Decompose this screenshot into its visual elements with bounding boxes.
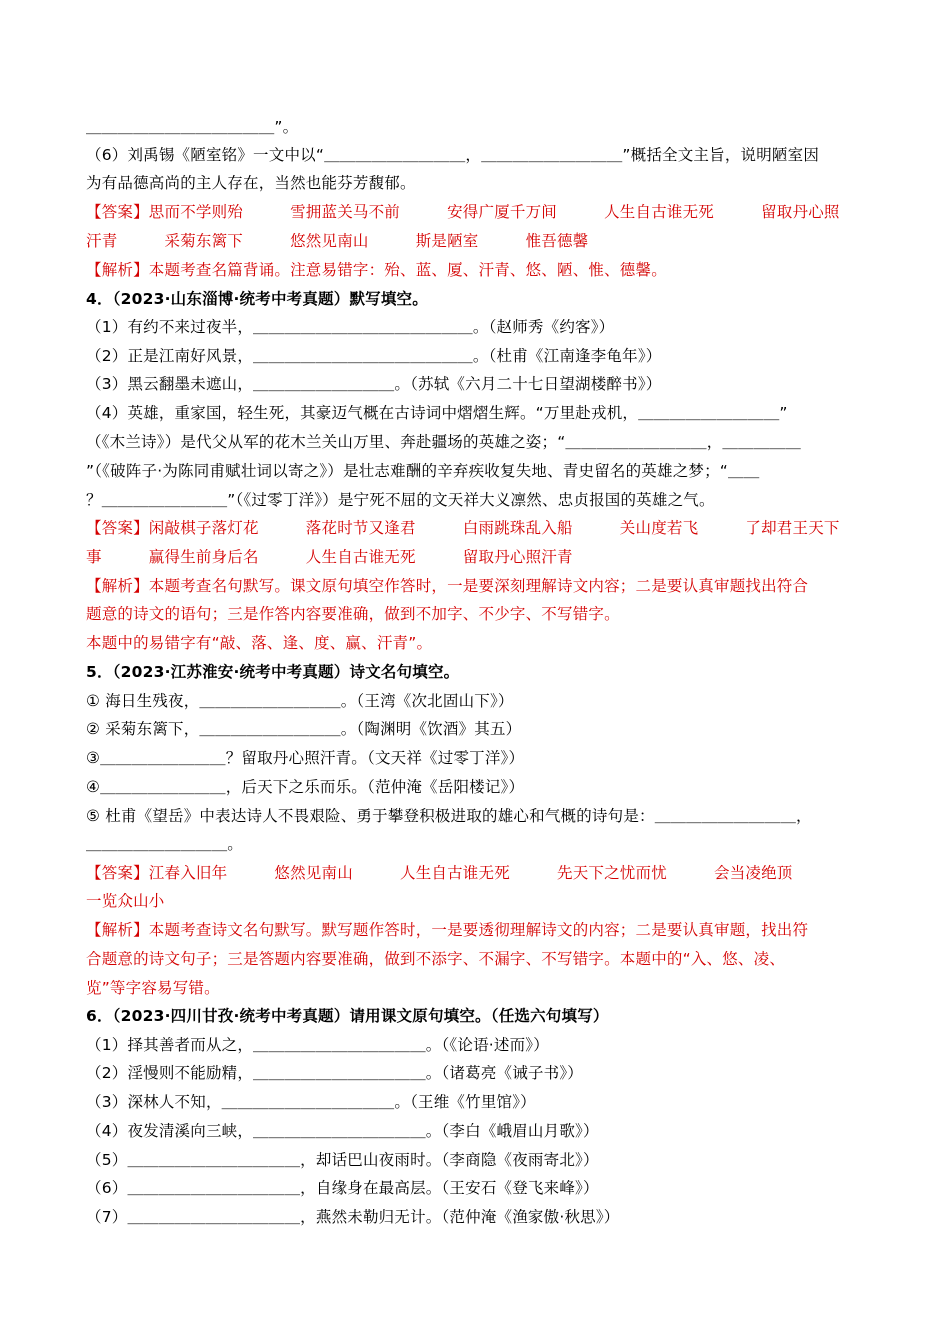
q6-line: （5）＿＿＿＿＿＿＿＿＿＿＿，却话巴山夜雨时。（李商隐《夜雨寄北》） [86, 1151, 599, 1169]
q3-line: ＿＿＿＿＿＿＿＿＿＿＿＿”。 [86, 118, 299, 136]
q5-analysis: 合题意的诗文句子；三是答题内容要准确，做到不添字、不漏字、不写错字。本题中的“入、悠、凌、 [86, 950, 786, 968]
q3-answer: 【答案】思而不学则殆 雪拥蓝关马不前 安得广厦千万间 人生自古谁无死 留取丹心照 [86, 203, 840, 221]
q5-line: ③＿＿＿＿＿＿＿＿？留取丹心照汗青。（文天祥《过零丁洋》） [86, 749, 525, 767]
q4-line: （2）正是江南好风景，＿＿＿＿＿＿＿＿＿＿＿＿＿＿。（杜甫《江南逢李龟年》） [86, 347, 662, 365]
q6-line: （2）淫慢则不能励精，＿＿＿＿＿＿＿＿＿＿＿。（诸葛亮《诫子书》） [86, 1064, 583, 1082]
q6-line: （4）夜发清溪向三峡，＿＿＿＿＿＿＿＿＿＿＿。（李白《峨眉山月歌》） [86, 1122, 599, 1140]
q6-line: （1）择其善者而从之，＿＿＿＿＿＿＿＿＿＿＿。（《论语·述而》） [86, 1036, 549, 1054]
q4-answer: 事 赢得生前身后名 人生自古谁无死 留取丹心照汗青 [86, 548, 573, 566]
q5-analysis: 【解析】本题考查诗文名句默写。默写题作答时，一是要透彻理解诗文的内容；二是要认真审题，找出符 [86, 921, 809, 939]
q6-line: （7）＿＿＿＿＿＿＿＿＿＿＿，燕然未勒归无计。（范仲淹《渔家傲·秋思》） [86, 1208, 620, 1226]
q4-line: ？＿＿＿＿＿＿＿＿”（《过零丁洋》）是宁死不屈的文天祥大义凛然、忠贞报国的英雄之气。 [86, 491, 715, 509]
q6-header: 6．（2023·四川甘孜·统考中考真题）请用课文原句填空。（任选六句填写） [86, 1007, 609, 1025]
q5-analysis: 览”等字容易写错。 [86, 979, 220, 997]
q4-answer: 【答案】闲敲棋子落灯花 落花时节又逢君 白雨跳珠乱入船 关山度若飞 了却君王天下 [86, 519, 840, 537]
q5-header: 5．（2023·江苏淮安·统考中考真题）诗文名句填空。 [86, 663, 460, 681]
q6-line: （6）＿＿＿＿＿＿＿＿＿＿＿，自缘身在最高层。（王安石《登飞来峰》） [86, 1179, 599, 1197]
q5-line: ④＿＿＿＿＿＿＿＿，后天下之乐而乐。（范仲淹《岳阳楼记》） [86, 778, 525, 796]
q4-line: （3）黑云翻墨未遮山，＿＿＿＿＿＿＿＿＿。（苏轼《六月二十七日望湖楼醉书》） [86, 375, 662, 393]
q5-line: ① 海日生残夜，＿＿＿＿＿＿＿＿＿。（王湾《次北固山下》） [86, 692, 514, 710]
q3-line: （6）刘禹锡《陋室铭》一文中以“＿＿＿＿＿＿＿＿＿，＿＿＿＿＿＿＿＿＿”概括全文主旨，说明陋室因 [86, 146, 820, 164]
q4-line: ”（《破阵子·为陈同甫赋壮词以寄之》）是壮志难酬的辛弃疾收复失地、青史留名的英雄之梦；“＿＿ [86, 462, 760, 480]
q4-line: （4）英雄，重家国，轻生死，其豪迈气概在古诗词中熠熠生辉。“万里赴戎机，＿＿＿＿＿＿＿＿＿” [86, 404, 788, 422]
q5-line: ② 采菊东篱下，＿＿＿＿＿＿＿＿＿。（陶渊明《饮酒》其五） [86, 720, 522, 738]
q4-analysis: 【解析】本题考查名句默写。课文原句填空作答时，一是要深刻理解诗文内容；二是要认真审题找出符合 [86, 577, 809, 595]
q4-header: 4．（2023·山东淄博·统考中考真题）默写填空。 [86, 290, 428, 308]
q3-line: 为有品德高尚的主人存在，当然也能芬芳馥郁。 [86, 174, 416, 192]
q3-answer: 汗青 采菊东篱下 悠然见南山 斯是陋室 惟吾德馨 [86, 232, 589, 250]
q3-analysis: 【解析】本题考查名篇背诵。注意易错字：殆、蓝、厦、汗青、悠、陋、惟、德馨。 [86, 261, 667, 279]
q4-analysis: 题意的诗文的语句；三是作答内容要准确，做到不加字、不少字、不写错字。 [86, 605, 620, 623]
q5-line: ⑤ 杜甫《望岳》中表达诗人不畏艰险、勇于攀登积极进取的雄心和气概的诗句是：＿＿＿＿＿＿＿＿＿， [86, 807, 812, 825]
q5-answer: 【答案】江春入旧年 悠然见南山 人生自古谁无死 先天下之忧而忧 会当凌绝顶 [86, 864, 793, 882]
q5-line: ＿＿＿＿＿＿＿＿＿。 [86, 835, 244, 853]
q5-answer: 一览众山小 [86, 892, 165, 910]
q4-line: （《木兰诗》）是代父从军的花木兰关山万里、奔赴疆场的英雄之姿；“＿＿＿＿＿＿＿＿＿，＿＿＿＿＿ [86, 433, 801, 451]
q4-analysis: 本题中的易错字有“敲、落、逢、度、赢、汗青”。 [86, 634, 433, 652]
q6-line: （3）深林人不知，＿＿＿＿＿＿＿＿＿＿＿。（王维《竹里馆》） [86, 1093, 536, 1111]
q4-line: （1）有约不来过夜半，＿＿＿＿＿＿＿＿＿＿＿＿＿＿。（赵师秀《约客》） [86, 318, 615, 336]
